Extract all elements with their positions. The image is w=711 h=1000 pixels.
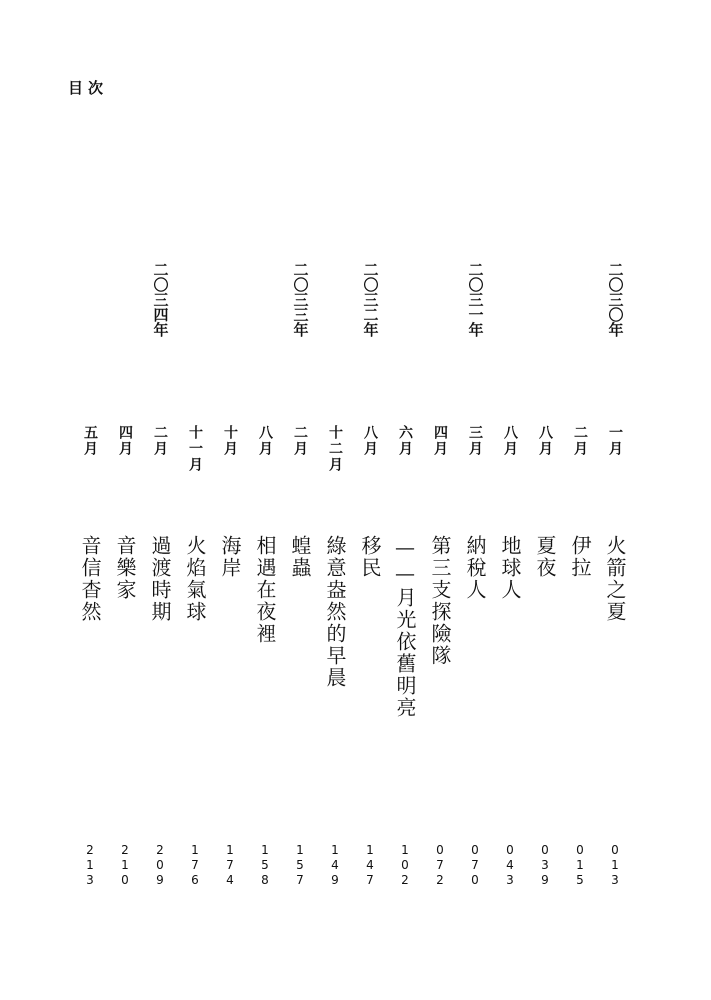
toc-month: 十一月 (187, 425, 203, 473)
toc-title[interactable]: 海岸 (218, 535, 242, 579)
toc-month: 三月 (467, 425, 483, 457)
toc-column (599, 0, 631, 1000)
toc-column (109, 0, 141, 1000)
toc-month: 六月 (397, 425, 413, 457)
toc-month: 八月 (362, 425, 378, 457)
toc-column (179, 0, 211, 1000)
toc-title[interactable]: 火箭之夏 (603, 535, 627, 623)
toc-column (214, 0, 246, 1000)
toc-month: 一月 (607, 425, 623, 457)
toc-title[interactable]: 伊拉 (568, 535, 592, 579)
toc-month: 二月 (152, 425, 168, 457)
toc-month: 二月 (292, 425, 308, 457)
toc-column (354, 0, 386, 1000)
toc-page-number: 015 (573, 843, 587, 888)
toc-page-number: 213 (83, 843, 97, 888)
toc-column (389, 0, 421, 1000)
toc-month: 十二月 (327, 425, 343, 473)
toc-month: 八月 (257, 425, 273, 457)
toc-column (529, 0, 561, 1000)
toc-title[interactable]: 相遇在夜裡 (253, 535, 277, 645)
toc-title[interactable]: 過渡時期 (148, 535, 172, 623)
toc-column (494, 0, 526, 1000)
toc-month: 四月 (432, 425, 448, 457)
toc-page-number: 039 (538, 843, 552, 888)
toc-column (144, 0, 176, 1000)
toc-month: 八月 (537, 425, 553, 457)
toc-year: 二〇三二年 (361, 262, 380, 337)
toc-column (249, 0, 281, 1000)
toc-page-number: 149 (328, 843, 342, 888)
toc-month: 十月 (222, 425, 238, 457)
toc-page-number: 174 (223, 843, 237, 888)
toc-column (319, 0, 351, 1000)
page-title: 目次 (68, 79, 109, 97)
toc-column (74, 0, 106, 1000)
toc-column (459, 0, 491, 1000)
toc-page-number: 070 (468, 843, 482, 888)
toc-title[interactable]: 綠意盎然的早晨 (323, 535, 347, 689)
toc-page-number: 176 (188, 843, 202, 888)
toc-title[interactable]: 移民 (358, 535, 382, 579)
toc-page-number: 157 (293, 843, 307, 888)
toc-title[interactable]: 納稅人 (463, 535, 487, 601)
toc-page-number: 210 (118, 843, 132, 888)
toc-year: 二〇三四年 (151, 262, 170, 337)
toc-column (424, 0, 456, 1000)
toc-page-number: 043 (503, 843, 517, 888)
toc-column (564, 0, 596, 1000)
toc-title[interactable]: 音信杳然 (78, 535, 102, 623)
toc-month: 二月 (572, 425, 588, 457)
toc-month: 五月 (82, 425, 98, 457)
toc-page-number: 147 (363, 843, 377, 888)
toc-title[interactable]: ——月光依舊明亮 (393, 535, 417, 719)
toc-page-number: 102 (398, 843, 412, 888)
toc-column (284, 0, 316, 1000)
toc-page-number: 158 (258, 843, 272, 888)
toc-page-number: 209 (153, 843, 167, 888)
toc-page-number: 072 (433, 843, 447, 888)
toc-title[interactable]: 火焰氣球 (183, 535, 207, 623)
toc-title[interactable]: 第三支探險隊 (428, 535, 452, 667)
toc-title[interactable]: 蝗蟲 (288, 535, 312, 579)
toc-page-number: 013 (608, 843, 622, 888)
toc-title[interactable]: 夏夜 (533, 535, 557, 579)
toc-month: 四月 (117, 425, 133, 457)
toc-year: 二〇三一年 (466, 262, 485, 337)
toc-year: 二〇三三年 (291, 262, 310, 337)
toc-title[interactable]: 音樂家 (113, 535, 137, 601)
toc-year: 二〇三〇年 (606, 262, 625, 337)
toc-title[interactable]: 地球人 (498, 535, 522, 601)
toc-month: 八月 (502, 425, 518, 457)
